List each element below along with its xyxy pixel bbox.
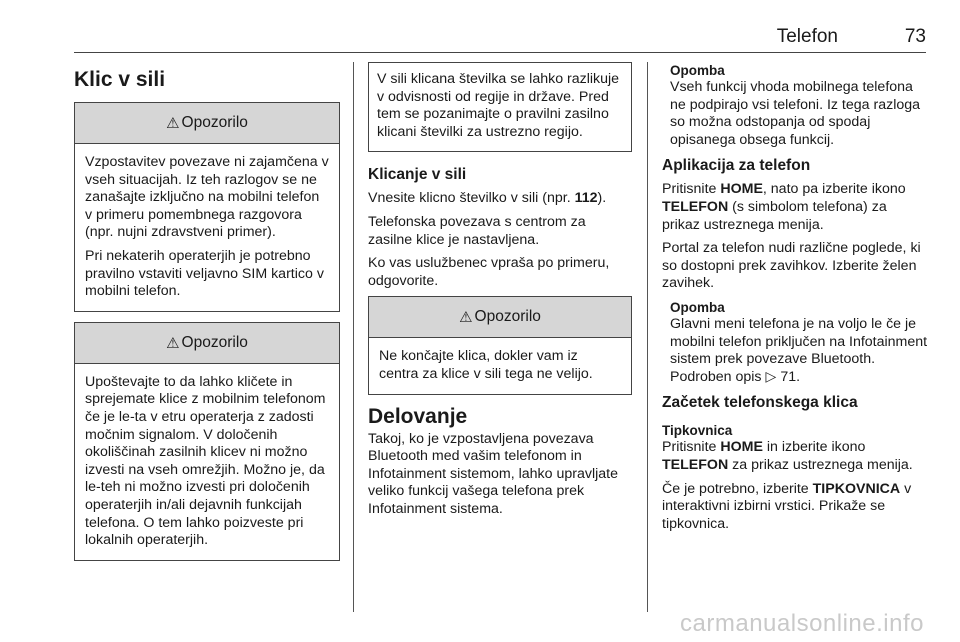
warning-header [75,323,339,364]
paragraph: Ko vas uslužbenec vpraša po primeru, odgovorite. [368,255,610,289]
warning-text: Vzpostavitev povezave ni zajamčena v vseh situacijah. Iz teh razlogov se ne zanašajte izključno na mobilni telefon v primeru pomembnega razgovora (npr. nujni zdravstveni primer). [85,154,329,241]
subheading-tipkovnica: Tipkovnica [662,423,733,439]
column-divider [647,62,648,612]
note-block [670,62,928,149]
warning-text: Pri nekaterih operaterjih je potrebno pravilno vstaviti veljavno SIM kartico v mobilni telefon. [85,247,324,300]
section-title: Klic v sili [74,68,166,91]
page-ref-icon: ▷ [765,368,777,385]
heading-klicanje: Klicanje v sili [368,166,467,184]
warning-box [74,102,340,312]
warning-header [75,103,339,144]
column-divider [353,62,354,612]
warning-text: Upoštevajte to da lahko kličete in sprejemate klice z mobilnim telefonom če je le-ta v etru operaterja z zadosti močnim signalom. V določenih okoliščinah zasilnih klicev ni možno izvesti na vseh omrežjih. Možno je, da le-teh ni možno izvesti pri določenih operaterjih in/ali dejavnih funkcijah telefona. O tem lahko poizveste pri lokalnih operaterjih. [85,373,326,549]
paragraph: Vnesite klicno številko v sili (npr. 112). [368,190,607,207]
column-1 [74,62,340,571]
note-text: Glavni meni telefona je na voljo le če je mobilni telefon priključen na Infotainment sistem prek povezave Bluetooth. Podroben opis ▷ 71. [670,315,928,385]
note-text: Vseh funkcij vhoda mobilnega telefona ne podpirajo vsi telefoni. Iz tega razloga so možna odstopanja od spodaj opisanega obsega funkcij. [670,79,921,148]
warning-header [369,297,631,338]
heading-aplikacija: Aplikacija za telefon [662,157,811,175]
warning-icon: ⚠ [166,334,180,352]
note-title: Opomba [670,63,725,78]
paragraph: Pritisnite HOME in izberite ikono TELEFON za prikaz ustreznega menija. [662,439,913,473]
page-header [74,24,926,52]
continued-warning-box [368,62,632,152]
paragraph: Takoj, ko je vzpostavljena povezava Bluetooth med vašim telefonom in Infotainment sistemom, lahko upravljate veliko funkcij vašega telefona prek Infotainment sistema. [368,430,618,517]
heading-zacetek: Začetek telefonskega klica [662,394,858,412]
note-block [670,299,928,386]
warning-icon: ⚠ [166,115,180,132]
warning-text: Ne končajte klica, dokler vam iz centra za klice v sili tega ne velijo. [379,348,593,382]
warning-box [74,322,340,561]
column-2 [368,62,632,525]
warning-box [368,296,632,394]
warning-label: Opozorilo [474,308,541,326]
paragraph: Telefonska povezava s centrom za zasilne klice je nastavljena. [368,213,586,248]
header-rule [74,52,926,53]
paragraph: Če je potrebno, izberite TIPKOVNICA v interaktivni izbirni vrstici. Prikaže se tipkovnica. [662,480,912,532]
paragraph: Portal za telefon nudi različne poglede, ki so dostopni prek zavihkov. Izberite želen zavihek. [662,240,921,292]
column-3 [662,62,928,539]
watermark: carmanualsonline.info [680,610,924,637]
paragraph: Pritisnite HOME, nato pa izberite ikono TELEFON (s simbolom telefona) za prikaz ustreznega menija. [662,181,906,233]
warning-icon: ⚠ [459,309,473,327]
warning-text: V sili klicana številka se lahko razlikuje v odvisnosti od regije in države. Pred tem se pozanimajte o pravilni zasilno klicani številki za ustrezno regijo. [377,71,620,140]
page-number: 73 [904,26,926,47]
warning-label: Opozorilo [181,114,248,131]
warning-label: Opozorilo [181,333,248,351]
page-ref[interactable]: 71. [780,368,801,385]
note-title: Opomba [670,299,725,315]
heading-delovanje: Delovanje [368,404,468,428]
section-name: Telefon [776,26,838,47]
